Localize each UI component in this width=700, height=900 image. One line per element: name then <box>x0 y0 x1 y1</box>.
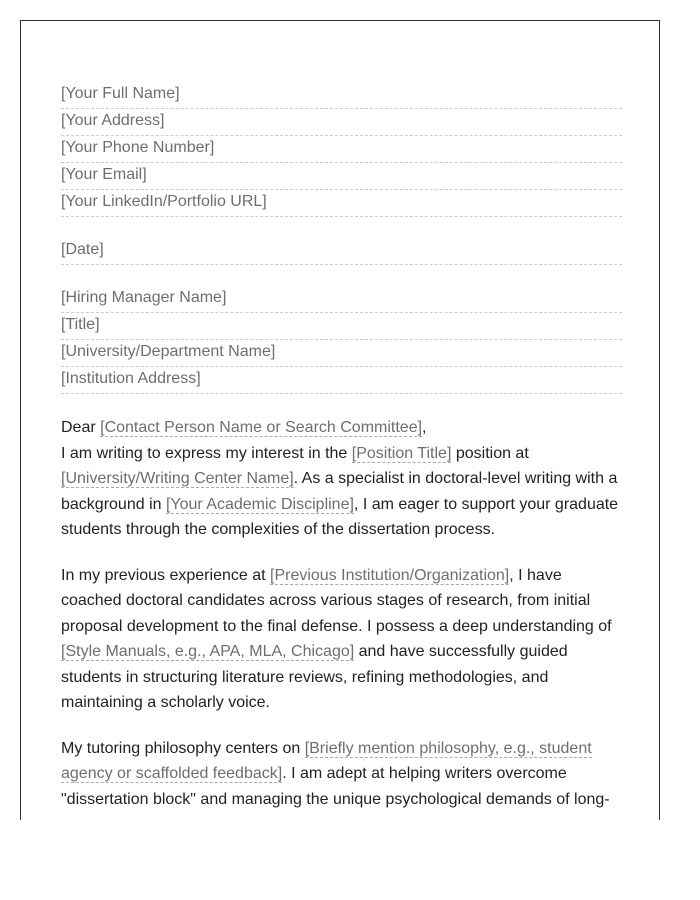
recipient-title-field[interactable]: [Title] <box>61 313 622 340</box>
style-manuals-placeholder[interactable]: [Style Manuals, e.g., APA, MLA, Chicago] <box>61 643 355 660</box>
recipient-department-field[interactable]: [University/Department Name] <box>61 340 622 367</box>
philosophy-placeholder[interactable]: [Briefly mention philosophy, e.g., student agency or scaffolded feedback] <box>61 739 592 782</box>
salutation-prefix: Dear <box>61 419 101 436</box>
experience-text-3: and have successfully guided students in structuring literature reviews, refining methodologies, and maintaining a scholarly voice. <box>61 643 568 711</box>
sender-block <box>61 82 622 217</box>
intro-text-1: I am writing to express my interest in the <box>61 444 352 462</box>
letter-content <box>61 82 622 812</box>
sender-url-field[interactable]: [Your LinkedIn/Portfolio URL] <box>61 190 622 217</box>
experience-text-1: In my previous experience at <box>61 566 270 584</box>
intro-text-4: , I am eager to support your graduate students through the complexities of the dissertation process. <box>61 495 619 538</box>
salutation-and-intro-paragraph <box>61 415 622 543</box>
philosophy-text-2: . I am adept at helping writers overcome "dissertation block" and managing the unique psychological demands of long- <box>61 765 610 808</box>
letter-page <box>20 20 660 820</box>
philosophy-text-1: My tutoring philosophy centers on <box>61 739 305 757</box>
salutation-suffix: , <box>422 419 427 436</box>
recipient-address-field[interactable]: [Institution Address] <box>61 367 622 394</box>
university-name-placeholder[interactable]: [University/Writing Center Name] <box>61 470 294 487</box>
experience-paragraph <box>61 563 622 716</box>
experience-text-2: , I have coached doctoral candidates across various stages of research, from initial proposal development to the final defense. I possess a deep understanding of <box>61 566 612 635</box>
philosophy-paragraph <box>61 736 622 813</box>
recipient-block <box>61 286 622 394</box>
intro-text-2: position at <box>451 444 529 462</box>
sender-phone-field[interactable]: [Your Phone Number] <box>61 136 622 163</box>
sender-address-field[interactable]: [Your Address] <box>61 109 622 136</box>
date-field[interactable]: [Date] <box>61 238 622 265</box>
academic-discipline-placeholder[interactable]: [Your Academic Discipline] <box>165 495 354 513</box>
contact-person-placeholder[interactable]: [Contact Person Name or Search Committee] <box>100 419 423 436</box>
recipient-name-field[interactable]: [Hiring Manager Name] <box>61 286 622 313</box>
previous-institution-placeholder[interactable]: [Previous Institution/Organization] <box>270 566 510 584</box>
sender-email-field[interactable]: [Your Email] <box>61 163 622 190</box>
sender-name-field[interactable]: [Your Full Name] <box>61 82 622 109</box>
position-title-placeholder[interactable]: [Position Title] <box>351 444 452 462</box>
intro-text-3: . As a specialist in doctoral-level writing with a background in <box>61 470 618 513</box>
